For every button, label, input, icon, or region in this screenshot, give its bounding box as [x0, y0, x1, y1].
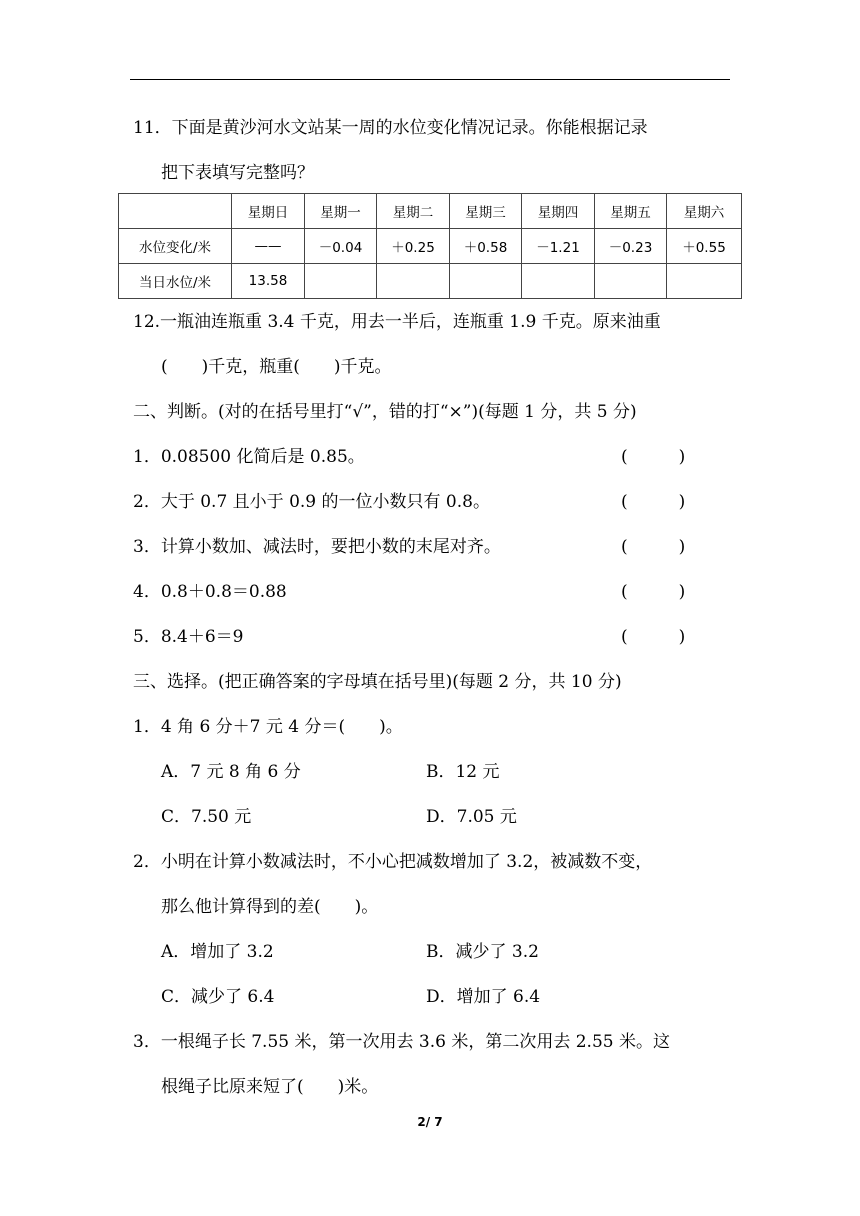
choice-q1-option-c: C．7.50 元 [161, 807, 252, 827]
q11-line2: 把下表填写完整吗？ [161, 163, 314, 183]
choice-q2-stem-line1: 2．小明在计算小数减法时，不小心把减数增加了 3.2，被减数不变， [133, 852, 653, 872]
judge-answer-paren: ( ) [621, 627, 686, 647]
q11-line1: 11．下面是黄沙河水文站某一周的水位变化情况记录。你能根据记录 [133, 118, 648, 138]
table-cell: 星期二 [377, 194, 450, 229]
table-cell: －0.23 [595, 229, 667, 264]
table-header-row [119, 194, 742, 229]
choice-q2-option-d: D．增加了 6.4 [426, 987, 541, 1007]
choice-q1-option-d: D．7.05 元 [426, 807, 517, 827]
choice-q2-option-a: A．增加了 3.2 [161, 942, 274, 962]
judge-answer-paren: ( ) [621, 492, 686, 512]
q12-line2: ( )千克，瓶重( )千克。 [161, 357, 392, 377]
judge-answer-paren: ( ) [621, 447, 686, 467]
table-cell: 水位变化/米 [119, 229, 232, 264]
table-cell: －0.04 [305, 229, 377, 264]
section3-title: 三、选择。(把正确答案的字母填在括号里)(每题 2 分，共 10 分) [133, 672, 622, 692]
table-cell: ＋0.55 [667, 229, 742, 264]
table-cell: 星期三 [450, 194, 522, 229]
choice-q2-option-b: B．减少了 3.2 [426, 942, 539, 962]
q12-line1: 12.一瓶油连瓶重 3.4 千克，用去一半后，连瓶重 1.9 千克。原来油重 [133, 312, 661, 332]
table-cell: ＋0.25 [377, 229, 450, 264]
judge-item-5: 5．8.4＋6＝9 [133, 627, 244, 647]
judge-item-2: 2．大于 0.7 且小于 0.9 的一位小数只有 0.8。 [133, 492, 490, 512]
table-cell [667, 264, 742, 299]
page-number: 2/ 7 [417, 1115, 443, 1129]
table-cell: －1.21 [522, 229, 595, 264]
table-cell: 当日水位/米 [119, 264, 232, 299]
table-row [119, 264, 742, 299]
judge-item-3: 3．计算小数加、减法时，要把小数的末尾对齐。 [133, 537, 501, 557]
table-cell: 星期四 [522, 194, 595, 229]
choice-q3-stem-line2: 根绳子比原来短了( )米。 [161, 1077, 379, 1097]
table-cell [522, 264, 595, 299]
choice-q1-stem: 1．4 角 6 分＋7 元 4 分＝( )。 [133, 717, 403, 737]
table-cell: 星期五 [595, 194, 667, 229]
table-cell: 星期六 [667, 194, 742, 229]
table-cell [595, 264, 667, 299]
water-level-table [118, 193, 742, 299]
choice-q1-option-a: A．7 元 8 角 6 分 [161, 762, 301, 782]
choice-q2-stem-line2: 那么他计算得到的差( )。 [161, 897, 379, 917]
judge-answer-paren: ( ) [621, 582, 686, 602]
table-row [119, 229, 742, 264]
section2-title: 二、判断。(对的在括号里打“√”，错的打“×”)(每题 1 分，共 5 分) [133, 402, 637, 422]
choice-q1-option-b: B．12 元 [426, 762, 500, 782]
table-cell: 星期日 [232, 194, 305, 229]
judge-item-4: 4．0.8＋0.8＝0.88 [133, 582, 287, 602]
table-cell: ＋0.58 [450, 229, 522, 264]
judge-item-1: 1．0.08500 化简后是 0.85。 [133, 447, 365, 467]
table-cell [377, 264, 450, 299]
choice-q3-stem-line1: 3．一根绳子长 7.55 米，第一次用去 3.6 米，第二次用去 2.55 米。这 [133, 1032, 670, 1052]
top-rule [130, 79, 730, 80]
table-cell [119, 194, 232, 229]
table-cell: —— [232, 229, 305, 264]
table-cell: 星期一 [305, 194, 377, 229]
judge-answer-paren: ( ) [621, 537, 686, 557]
table-cell [305, 264, 377, 299]
table-cell: 13.58 [232, 264, 305, 299]
table-cell [450, 264, 522, 299]
choice-q2-option-c: C．减少了 6.4 [161, 987, 275, 1007]
